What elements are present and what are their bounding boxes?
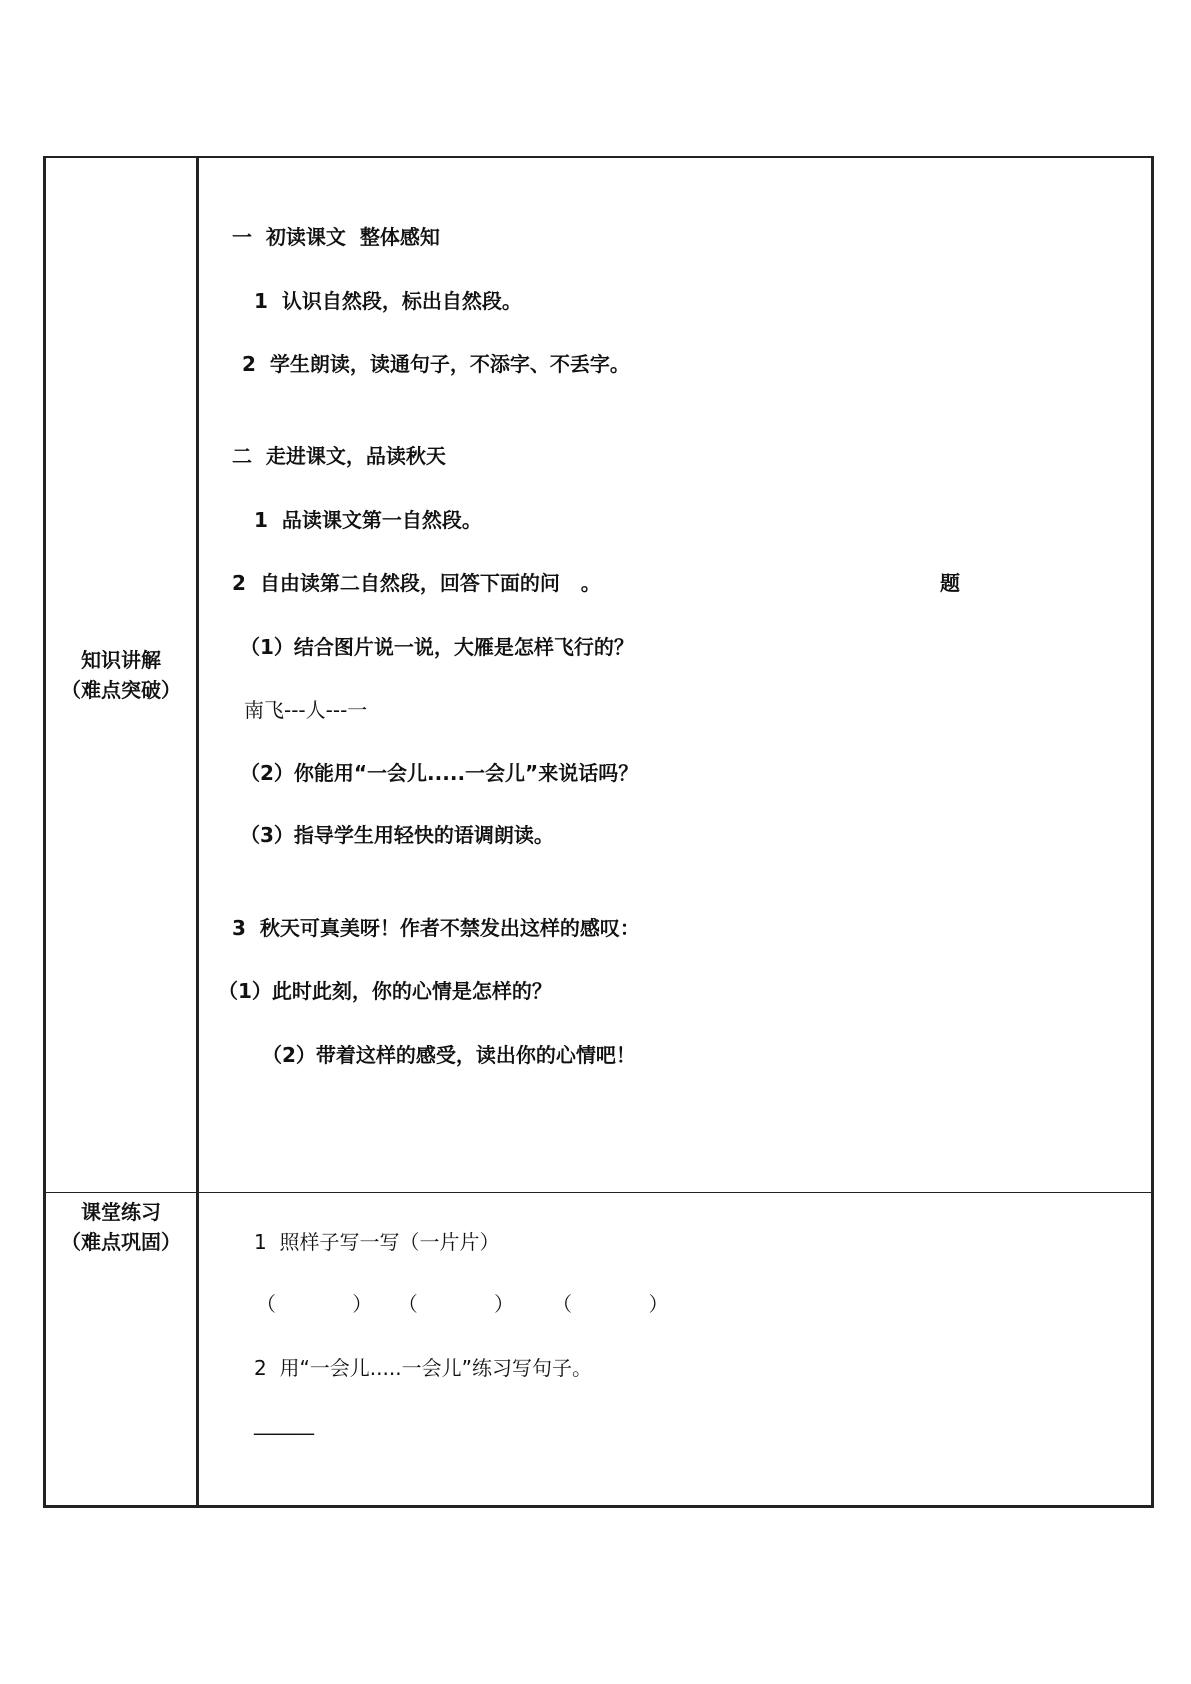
practice-line-1: 1 照样子写一写（一片片） <box>254 1230 500 1254</box>
knowledge-label-line2: （难点突破） <box>61 678 181 702</box>
row-divider <box>43 1192 1154 1193</box>
practice-line-2: 2 用“一会儿.....一会儿”练习写句子。 <box>254 1356 592 1380</box>
knowledge-line-feeling: （1）此时此刻，你的心情是怎样的？ <box>218 979 552 1003</box>
practice-label-line2: （难点巩固） <box>61 1230 181 1254</box>
knowledge-line-3: 3 秋天可真美呀！作者不禁发出这样的感叹： <box>232 916 640 940</box>
knowledge-line-2: 2 学生朗读，读通句子，不添字、不丢字。 <box>242 352 630 376</box>
practice-section-label <box>46 1197 196 1257</box>
knowledge-line-q1: （1）结合图片说一说，大雁是怎样飞行的？ <box>240 635 634 659</box>
heading-initial-reading: 一 初读课文 整体感知 <box>232 225 440 249</box>
knowledge-line-q2: （2）你能用“一会儿.....一会儿”来说话吗？ <box>240 761 639 785</box>
heading-enter-text: 二 走进课文，品读秋天 <box>232 444 446 468</box>
knowledge-line-4: 1 品读课文第一自然段。 <box>254 508 482 532</box>
knowledge-line-1: 1 认识自然段，标出自然段。 <box>254 289 522 313</box>
knowledge-line-q3: （3）指导学生用轻快的语调朗读。 <box>240 823 554 847</box>
practice-label-line1: 课堂练习 <box>81 1200 161 1224</box>
practice-writing-line: ______ <box>254 1411 314 1435</box>
knowledge-line-read-feeling: （2）带着这样的感受，读出你的心情吧！ <box>262 1043 636 1067</box>
knowledge-line-5: 2 自由读第二自然段，回答下面的问 。 <box>232 571 601 595</box>
practice-blanks: （ ） （ ） （ ） <box>256 1292 669 1316</box>
column-divider <box>196 156 199 1508</box>
knowledge-section-label <box>46 645 196 705</box>
knowledge-line-flight: 南飞---人---一 <box>244 698 368 722</box>
knowledge-line-5-tail: 题 <box>940 571 960 595</box>
knowledge-label-line1: 知识讲解 <box>81 648 161 672</box>
